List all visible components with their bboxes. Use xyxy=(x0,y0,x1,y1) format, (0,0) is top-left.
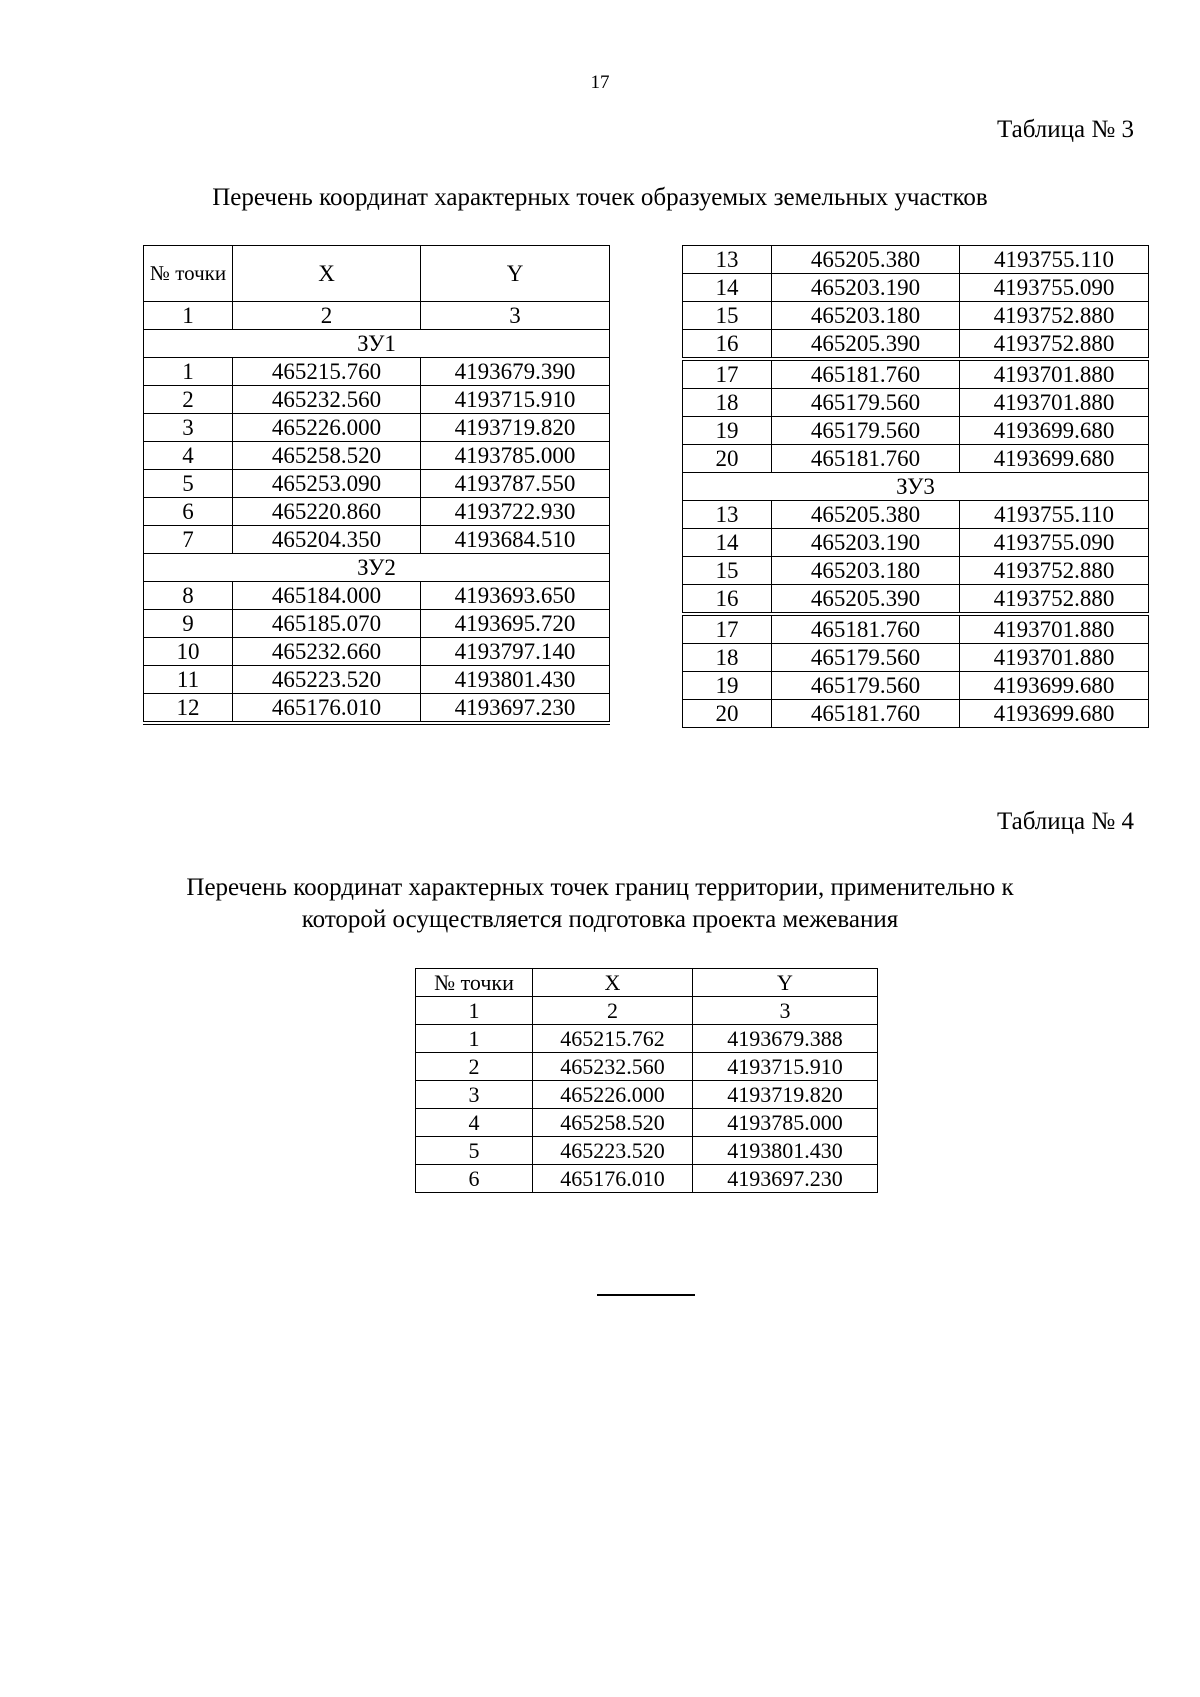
point-number-cell: 4 xyxy=(144,442,233,470)
y-coordinate-cell: 4193719.820 xyxy=(421,414,610,442)
y-coordinate-cell: 4193787.550 xyxy=(421,470,610,498)
table-row xyxy=(144,414,610,442)
y-coordinate-cell: 4193684.510 xyxy=(421,526,610,554)
point-number-cell: 3 xyxy=(144,414,233,442)
group-header-row xyxy=(144,330,610,358)
table-row xyxy=(144,358,610,386)
table-row xyxy=(144,442,610,470)
table-row xyxy=(416,1081,878,1109)
x-coordinate-cell: 465181.760 xyxy=(772,445,960,473)
point-number-cell: 14 xyxy=(683,274,772,302)
point-number-cell: 14 xyxy=(683,529,772,557)
x-coordinate-cell: 465205.380 xyxy=(772,246,960,274)
x-coordinate-cell: 465181.760 xyxy=(772,700,960,728)
y-coordinate-cell: 4193755.090 xyxy=(960,274,1149,302)
point-number-cell: 19 xyxy=(683,417,772,445)
end-rule xyxy=(597,1294,695,1296)
point-number-cell: 6 xyxy=(144,498,233,526)
y-coordinate-cell: 4193752.880 xyxy=(960,302,1149,330)
point-number-cell: 19 xyxy=(683,672,772,700)
x-coordinate-cell: 465226.000 xyxy=(233,414,421,442)
table-row xyxy=(683,445,1149,473)
table-row xyxy=(683,700,1149,728)
point-number-cell: 17 xyxy=(683,359,772,389)
table-row xyxy=(683,359,1149,389)
x-coordinate-cell: 465215.762 xyxy=(533,1025,693,1053)
x-coordinate-cell: 465205.390 xyxy=(772,330,960,360)
y-coordinate-cell: 4193701.880 xyxy=(960,644,1149,672)
column-index-cell: 3 xyxy=(693,997,878,1025)
table-row xyxy=(144,638,610,666)
point-number-cell: 13 xyxy=(683,246,772,274)
y-coordinate-cell: 4193697.230 xyxy=(693,1165,878,1193)
point-number-cell: 4 xyxy=(416,1109,533,1137)
table-row xyxy=(683,501,1149,529)
x-coordinate-cell: 465181.760 xyxy=(772,614,960,644)
point-number-cell: 13 xyxy=(683,501,772,529)
table-4-caption-line-1: Перечень координат характерных точек границ территории, применительно к xyxy=(186,874,1014,901)
x-coordinate-cell: 465258.520 xyxy=(533,1109,693,1137)
table-row xyxy=(683,389,1149,417)
table-row xyxy=(683,246,1149,274)
table-row xyxy=(144,498,610,526)
x-coordinate-cell: 465179.560 xyxy=(772,417,960,445)
y-coordinate-cell: 4193701.880 xyxy=(960,359,1149,389)
x-coordinate-cell: 465232.560 xyxy=(533,1053,693,1081)
x-coordinate-cell: 465223.520 xyxy=(233,666,421,694)
x-coordinate-cell: 465258.520 xyxy=(233,442,421,470)
table-3-right xyxy=(682,245,1149,728)
y-coordinate-cell: 4193695.720 xyxy=(421,610,610,638)
point-number-cell: 15 xyxy=(683,557,772,585)
group-name-cell: ЗУ1 xyxy=(144,330,610,358)
point-number-cell: 17 xyxy=(683,614,772,644)
point-number-cell: 3 xyxy=(416,1081,533,1109)
header-y: Y xyxy=(693,969,878,997)
x-coordinate-cell: 465220.860 xyxy=(233,498,421,526)
x-coordinate-cell: 465176.010 xyxy=(233,694,421,724)
header-x: X xyxy=(533,969,693,997)
y-coordinate-cell: 4193755.090 xyxy=(960,529,1149,557)
x-coordinate-cell: 465203.190 xyxy=(772,274,960,302)
y-coordinate-cell: 4193701.880 xyxy=(960,389,1149,417)
table-row xyxy=(683,644,1149,672)
y-coordinate-cell: 4193785.000 xyxy=(421,442,610,470)
column-index-cell: 2 xyxy=(533,997,693,1025)
y-coordinate-cell: 4193785.000 xyxy=(693,1109,878,1137)
column-index-row xyxy=(416,997,878,1025)
point-number-cell: 1 xyxy=(416,1025,533,1053)
y-coordinate-cell: 4193697.230 xyxy=(421,694,610,724)
point-number-cell: 5 xyxy=(416,1137,533,1165)
header-y: Y xyxy=(421,246,610,302)
table-row xyxy=(683,672,1149,700)
header-point-number: № точки xyxy=(144,246,233,302)
table-row xyxy=(144,610,610,638)
point-number-cell: 16 xyxy=(683,330,772,360)
table-3-label: Таблица № 3 xyxy=(996,116,1134,143)
x-coordinate-cell: 465215.760 xyxy=(233,358,421,386)
y-coordinate-cell: 4193715.910 xyxy=(693,1053,878,1081)
point-number-cell: 18 xyxy=(683,644,772,672)
table-row xyxy=(144,470,610,498)
table-4-caption-line-2: которой осуществляется подготовка проекта межевания xyxy=(301,906,899,933)
table-row xyxy=(683,614,1149,644)
x-coordinate-cell: 465226.000 xyxy=(533,1081,693,1109)
y-coordinate-cell: 4193722.930 xyxy=(421,498,610,526)
table-header-row xyxy=(416,969,878,997)
y-coordinate-cell: 4193752.880 xyxy=(960,557,1149,585)
x-coordinate-cell: 465204.350 xyxy=(233,526,421,554)
y-coordinate-cell: 4193693.650 xyxy=(421,582,610,610)
table-row xyxy=(416,1025,878,1053)
point-number-cell: 2 xyxy=(144,386,233,414)
table-row xyxy=(144,386,610,414)
table-row xyxy=(416,1165,878,1193)
y-coordinate-cell: 4193719.820 xyxy=(693,1081,878,1109)
header-x: X xyxy=(233,246,421,302)
x-coordinate-cell: 465184.000 xyxy=(233,582,421,610)
y-coordinate-cell: 4193801.430 xyxy=(693,1137,878,1165)
column-index-cell: 1 xyxy=(416,997,533,1025)
x-coordinate-cell: 465179.560 xyxy=(772,644,960,672)
point-number-cell: 5 xyxy=(144,470,233,498)
y-coordinate-cell: 4193699.680 xyxy=(960,700,1149,728)
point-number-cell: 20 xyxy=(683,445,772,473)
y-coordinate-cell: 4193679.388 xyxy=(693,1025,878,1053)
point-number-cell: 15 xyxy=(683,302,772,330)
group-header-row xyxy=(144,554,610,582)
table-row xyxy=(683,330,1149,360)
header-point-number: № точки xyxy=(416,969,533,997)
table-row xyxy=(683,529,1149,557)
y-coordinate-cell: 4193755.110 xyxy=(960,246,1149,274)
table-4-caption xyxy=(0,872,1200,936)
point-number-cell: 20 xyxy=(683,700,772,728)
x-coordinate-cell: 465232.560 xyxy=(233,386,421,414)
point-number-cell: 7 xyxy=(144,526,233,554)
y-coordinate-cell: 4193701.880 xyxy=(960,614,1149,644)
group-name-cell: ЗУ2 xyxy=(144,554,610,582)
point-number-cell: 1 xyxy=(144,358,233,386)
table-row xyxy=(683,557,1149,585)
point-number-cell: 8 xyxy=(144,582,233,610)
table-3-left xyxy=(143,245,610,725)
y-coordinate-cell: 4193752.880 xyxy=(960,585,1149,615)
table-3-caption: Перечень координат характерных точек образуемых земельных участков xyxy=(212,184,988,211)
table-row xyxy=(144,582,610,610)
x-coordinate-cell: 465253.090 xyxy=(233,470,421,498)
point-number-cell: 10 xyxy=(144,638,233,666)
x-coordinate-cell: 465185.070 xyxy=(233,610,421,638)
group-header-row xyxy=(683,473,1149,501)
table-row xyxy=(683,585,1149,615)
table-row xyxy=(683,417,1149,445)
y-coordinate-cell: 4193797.140 xyxy=(421,638,610,666)
page-number: 17 xyxy=(590,72,610,93)
table-row xyxy=(416,1109,878,1137)
table-row xyxy=(144,694,610,724)
y-coordinate-cell: 4193699.680 xyxy=(960,417,1149,445)
x-coordinate-cell: 465203.190 xyxy=(772,529,960,557)
y-coordinate-cell: 4193801.430 xyxy=(421,666,610,694)
table-row xyxy=(683,302,1149,330)
x-coordinate-cell: 465223.520 xyxy=(533,1137,693,1165)
table-4 xyxy=(415,968,878,1193)
x-coordinate-cell: 465176.010 xyxy=(533,1165,693,1193)
column-index-row xyxy=(144,302,610,330)
point-number-cell: 12 xyxy=(144,694,233,724)
y-coordinate-cell: 4193755.110 xyxy=(960,501,1149,529)
x-coordinate-cell: 465179.560 xyxy=(772,389,960,417)
y-coordinate-cell: 4193699.680 xyxy=(960,672,1149,700)
table-row xyxy=(144,666,610,694)
point-number-cell: 18 xyxy=(683,389,772,417)
y-coordinate-cell: 4193699.680 xyxy=(960,445,1149,473)
x-coordinate-cell: 465232.660 xyxy=(233,638,421,666)
column-index-cell: 2 xyxy=(233,302,421,330)
column-index-cell: 1 xyxy=(144,302,233,330)
x-coordinate-cell: 465181.760 xyxy=(772,359,960,389)
table-row xyxy=(683,274,1149,302)
point-number-cell: 11 xyxy=(144,666,233,694)
table-row xyxy=(416,1053,878,1081)
x-coordinate-cell: 465205.390 xyxy=(772,585,960,615)
y-coordinate-cell: 4193715.910 xyxy=(421,386,610,414)
group-name-cell: ЗУ3 xyxy=(683,473,1149,501)
y-coordinate-cell: 4193679.390 xyxy=(421,358,610,386)
x-coordinate-cell: 465179.560 xyxy=(772,672,960,700)
point-number-cell: 6 xyxy=(416,1165,533,1193)
x-coordinate-cell: 465203.180 xyxy=(772,302,960,330)
x-coordinate-cell: 465205.380 xyxy=(772,501,960,529)
table-header-row xyxy=(144,246,610,302)
point-number-cell: 9 xyxy=(144,610,233,638)
table-row xyxy=(144,526,610,554)
point-number-cell: 16 xyxy=(683,585,772,615)
point-number-cell: 2 xyxy=(416,1053,533,1081)
table-row xyxy=(416,1137,878,1165)
y-coordinate-cell: 4193752.880 xyxy=(960,330,1149,360)
x-coordinate-cell: 465203.180 xyxy=(772,557,960,585)
column-index-cell: 3 xyxy=(421,302,610,330)
table-4-label: Таблица № 4 xyxy=(996,808,1134,835)
